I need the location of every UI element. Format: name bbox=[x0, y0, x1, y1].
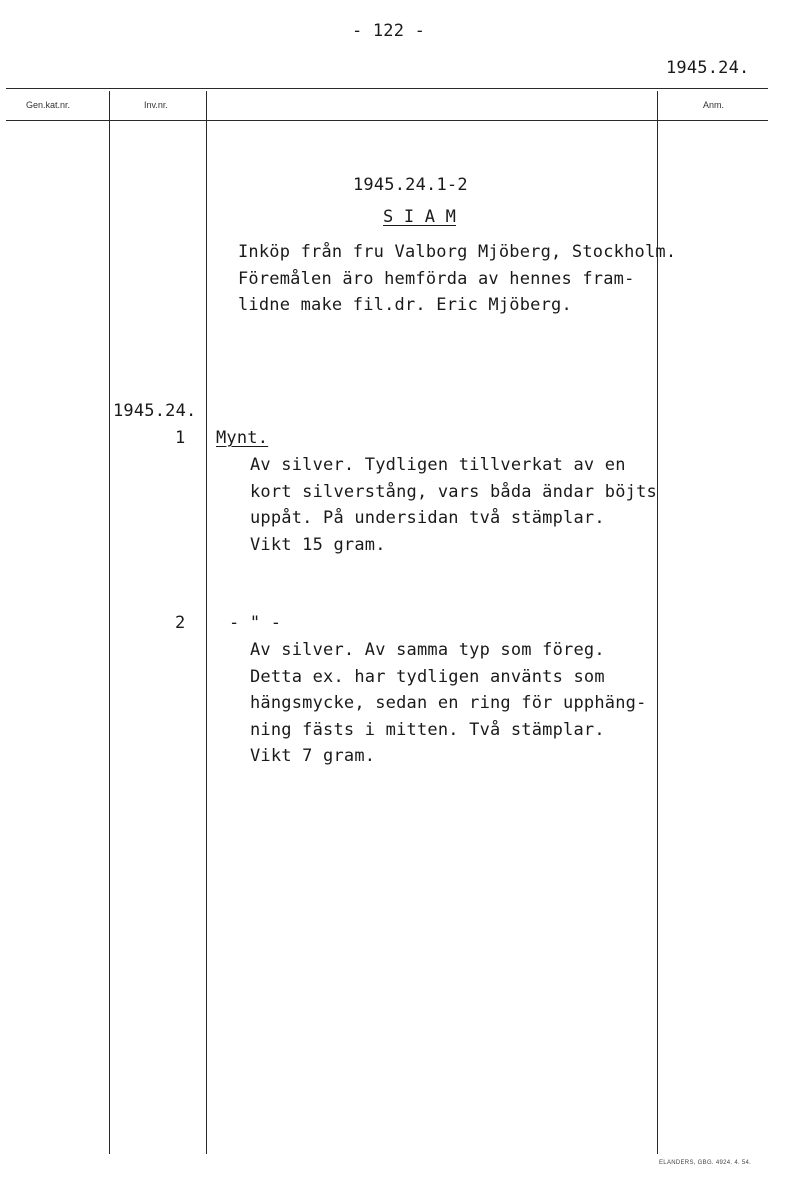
header-bottom-rule bbox=[6, 120, 768, 121]
intro-region: S I A M bbox=[383, 207, 457, 227]
page-number: - 122 - bbox=[352, 21, 426, 41]
intro-text bbox=[238, 239, 676, 319]
item-title: Mynt. bbox=[216, 428, 269, 448]
item-line: uppåt. På undersidan två stämplar. bbox=[250, 508, 605, 528]
intro-line: lidne make fil.dr. Eric Mjöberg. bbox=[238, 295, 572, 315]
item-number: 1 bbox=[175, 428, 186, 448]
item-title: - " - bbox=[229, 613, 282, 633]
intro-number: 1945.24.1-2 bbox=[353, 175, 468, 195]
column-header-gen-kat: Gen.kat.nr. bbox=[26, 100, 71, 110]
item-line: Av silver. Tydligen tillverkat av en bbox=[250, 455, 626, 475]
item-line: ning fästs i mitten. Två stämplar. bbox=[250, 719, 605, 740]
column-divider-gen-inv bbox=[109, 91, 110, 1154]
printer-imprint: ELANDERS, GBG. 4924. 4. 54. bbox=[659, 1160, 752, 1166]
item-line: kort silverstång, vars båda ändar böjts bbox=[250, 481, 657, 502]
column-divider-inv-text bbox=[206, 91, 207, 1154]
item-line: Vikt 15 gram. bbox=[250, 534, 386, 555]
column-header-inv: Inv.nr. bbox=[144, 100, 168, 110]
intro-line: Inköp från fru Valborg Mjöberg, Stockholm. bbox=[238, 242, 677, 262]
column-header-anm: Anm. bbox=[703, 100, 725, 110]
item-description bbox=[250, 637, 647, 770]
item-line: Vikt 7 gram. bbox=[250, 746, 376, 766]
header-top-rule bbox=[6, 88, 768, 89]
item-description bbox=[250, 452, 657, 558]
intro-line: Föremålen äro hemförda av hennes fram- bbox=[238, 268, 635, 289]
item-line: Detta ex. har tydligen använts som bbox=[250, 666, 605, 687]
item-line: hängsmycke, sedan en ring för upphäng- bbox=[250, 693, 647, 713]
item-number: 2 bbox=[175, 613, 186, 633]
item-line: Av silver. Av samma typ som föreg. bbox=[250, 640, 605, 660]
header-accession-number: 1945.24. bbox=[666, 58, 750, 78]
margin-accession-number: 1945.24. bbox=[113, 401, 197, 421]
